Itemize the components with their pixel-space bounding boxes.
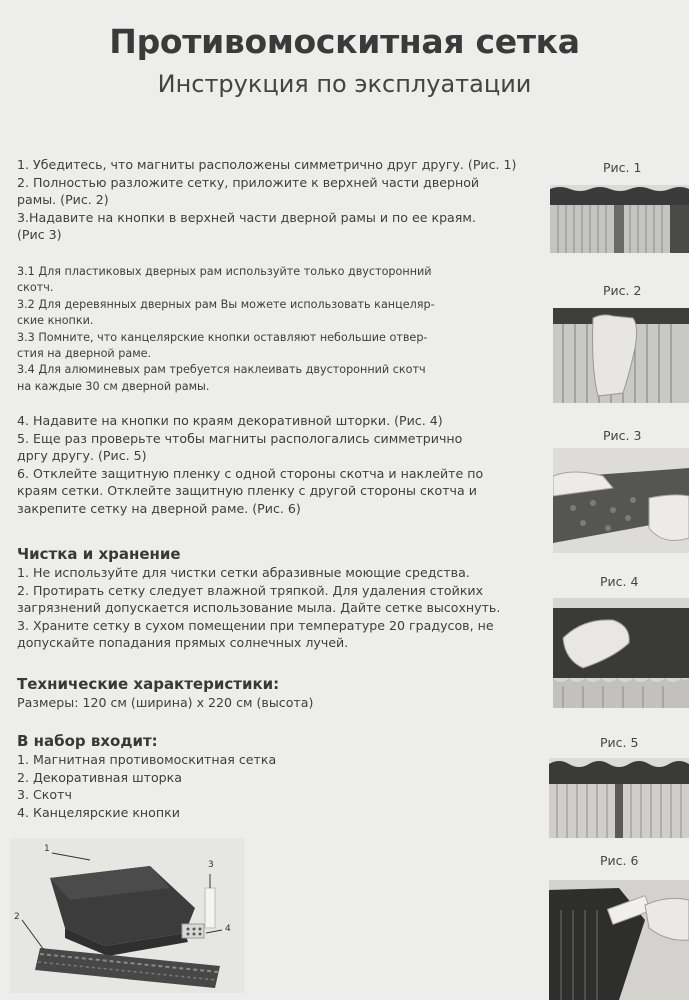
fig-3-label: Рис. 3: [603, 428, 642, 443]
cleaning-section: [17, 544, 527, 652]
text-line: Размеры: 120 см (ширина) х 220 см (высота): [17, 695, 314, 710]
text-line: 4. Надавите на кнопки по краям декоративной шторки. (Рис. 4): [17, 413, 443, 428]
callout-2: 2: [14, 912, 20, 922]
fig-4-image: [553, 598, 689, 708]
fig-4-label: Рис. 4: [600, 574, 639, 589]
fig-6-image: [549, 880, 689, 1000]
text-line: ские кнопки.: [17, 314, 94, 328]
fig-2-label: Рис. 2: [603, 283, 642, 298]
page-title: Противомоскитная сетка: [109, 22, 580, 61]
text-line: 5. Еще раз проверьте чтобы магниты распологались симметрично: [17, 430, 463, 446]
fig-5-image: [549, 758, 689, 838]
text-line: рамы. (Рис. 2): [17, 192, 109, 208]
text-line: 1. Магнитная противомоскитная сетка: [17, 752, 277, 767]
text-line: краям сетки. Отклейте защитную пленку с другой стороны скотча и: [17, 483, 477, 499]
text-line: 2. Протирать сетку следует влажной тряпкой. Для удаления стойких: [17, 582, 484, 598]
kit-contents-photo: [10, 838, 245, 993]
callout-1: 1: [44, 844, 50, 854]
cleaning-heading: Чистка и хранение: [17, 545, 181, 563]
text-line: дргу другу. (Рис. 5): [17, 448, 147, 464]
text-line: 6. Отклейте защитную пленку с одной стороны скотча и наклейте по: [17, 465, 484, 481]
specs-section: [17, 674, 527, 712]
text-line: на каждые 30 см дверной рамы.: [17, 379, 210, 393]
text-line: 1. Убедитесь, что магниты расположены симметрично друг другу. (Рис. 1): [17, 157, 517, 172]
specs-heading: Технические характеристики:: [17, 675, 280, 693]
text-line: 3.2 Для деревянных дверных рам Вы можете использовать канцеляр-: [17, 297, 435, 311]
text-line: 1. Не используйте для чистки сетки абразивные моющие средства.: [17, 565, 470, 580]
page-subtitle: Инструкция по эксплуатации: [157, 70, 532, 98]
text-line: стия на дверной раме.: [17, 347, 152, 361]
text-line: 3. Храните сетку в сухом помещении при температуре 20 градусов, не: [17, 617, 494, 633]
text-line: скотч.: [17, 281, 54, 295]
kit-section: [17, 731, 527, 821]
text-line: допускайте попадания прямых солнечных лучей.: [17, 635, 349, 651]
callout-3: 3: [208, 860, 214, 870]
text-line: 2. Декоративная шторка: [17, 769, 182, 785]
text-line: 2. Полностью разложите сетку, приложите к верхней части дверной: [17, 174, 480, 190]
fig-1-label: Рис. 1: [603, 160, 642, 175]
fig-5-label: Рис. 5: [600, 735, 639, 750]
steps-4-6: [17, 412, 527, 518]
callout-4: 4: [225, 924, 231, 934]
text-line: закрепите сетку на дверной раме. (Рис. 6): [17, 500, 301, 516]
steps-1-3: [17, 156, 527, 244]
kit-heading: В набор входит:: [17, 732, 158, 750]
text-line: 4. Канцелярские кнопки: [17, 804, 180, 820]
text-line: 3.1 Для пластиковых дверных рам используйте только двусторонний: [17, 265, 432, 278]
text-line: загрязнений допускается использование мыла. Дайте сетке высохнуть.: [17, 600, 501, 616]
fig-2-image: [553, 308, 689, 403]
text-line: 3.3 Помните, что канцелярские кнопки оставляют небольшие отвер-: [17, 330, 428, 344]
steps-3-sub: [17, 264, 527, 395]
text-line: 3.4 Для алюминевых рам требуется наклеивать двусторонний скотч: [17, 363, 426, 377]
fig-3-image: [553, 448, 689, 553]
fig-6-label: Рис. 6: [600, 853, 639, 868]
text-line: 3.Надавите на кнопки в верхней части дверной рамы и по ее краям.: [17, 209, 476, 225]
text-line: (Рис 3): [17, 227, 62, 243]
fig-1-image: [550, 185, 689, 253]
text-line: 3. Скотч: [17, 787, 72, 803]
